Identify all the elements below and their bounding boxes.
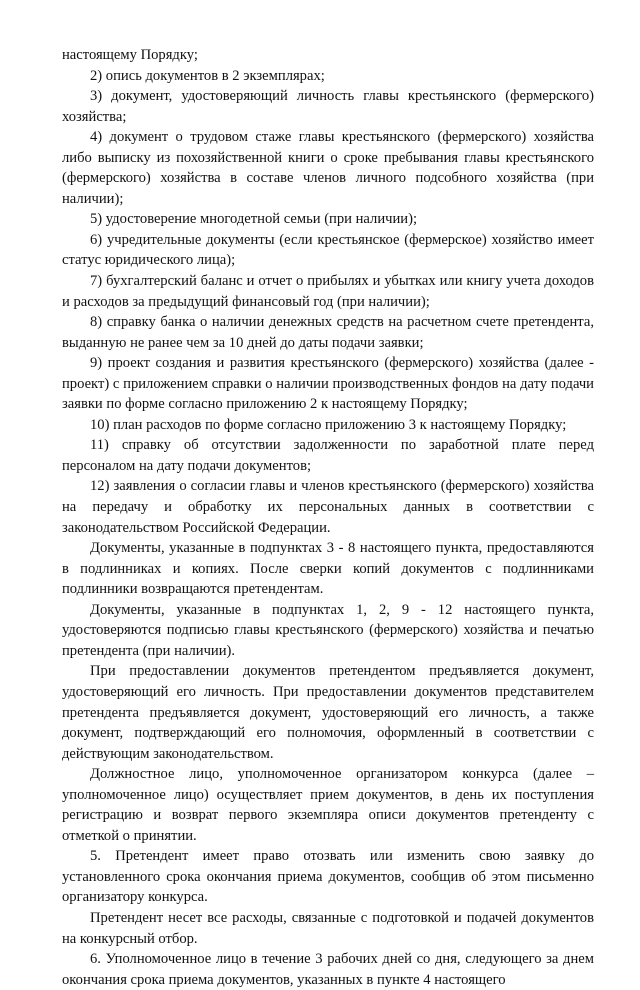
paragraph-identity-documents: При предоставлении документов претендентом предъявляется документ, удостоверяющий его личность. При предоставлении документов представителем претендента предъявляется документ, удостоверяющий его личность, а также документ, подтверждающий его полномочия, оформленный в соответствии с действующим законодательством. xyxy=(62,663,594,762)
paragraph-item-4: 4) документ о трудовом стаже главы крестьянского (фермерского) хозяйства либо выписку из похозяйственной книги о сроке пребывания главы крестьянского (фермерского) хозяйства в составе членов личного подсобного хозяйства (при наличии); xyxy=(62,129,594,207)
paragraph-item-5: 5) удостоверение многодетной семьи (при наличии); xyxy=(90,211,418,228)
paragraph-item-2: 2) опись документов в 2 экземплярах; xyxy=(90,67,325,84)
paragraph-item-6: 6) учредительные документы (если крестьянское (фермерское) хозяйство имеет статус юридического лица); xyxy=(62,231,594,269)
paragraph-item-3: 3) документ, удостоверяющий личность главы крестьянского (фермерского) хозяйства; xyxy=(62,88,594,125)
paragraph-originals-copies: Документы, указанные в подпунктах 3 - 8 настоящего пункта, предоставляются в подлинниках и копиях. После сверки копий документов с подлинниками подлинники возвращаются претендентам. xyxy=(62,540,594,598)
paragraph-clause-5: 5. Претендент имеет право отозвать или изменить свою заявку до установленного срока окончания приема документов, сообщив об этом письменно организатору конкурса. xyxy=(62,848,594,906)
paragraph-authorized-person: Должностное лицо, уполномоченное организатором конкурса (далее – уполномоченное лицо) осуществляет прием документов, в день их поступления регистрацию и возврат первого экземпляра описи документов претенденту с отметкой о принятии. xyxy=(62,766,594,844)
paragraph-clause-6: 6. Уполномоченное лицо в течение 3 рабочих дней со дня, следующего за днем окончания срока приема документов, указанных в пункте 4 настоящего xyxy=(62,951,594,988)
paragraph-expenses: Претендент несет все расходы, связанные с подготовкой и подачей документов на конкурсный отбор. xyxy=(62,909,594,947)
paragraph-item-9: 9) проект создания и развития крестьянского (фермерского) хозяйства (далее - проект) с приложением справки о наличии производственных фондов на дату подачи заявки по форме согласно приложению 2 к настоящему Порядку; xyxy=(62,355,594,413)
paragraph-continuation: настоящему Порядку; xyxy=(62,47,198,63)
paragraph-item-10: 10) план расходов по форме согласно приложению 3 к настоящему Порядку; xyxy=(90,416,567,433)
paragraph-item-8: 8) справку банка о наличии денежных средств на расчетном счете претендента, выданную не ранее чем за 10 дней до даты подачи заявки; xyxy=(62,314,594,351)
paragraph-signature-seal: Документы, указанные в подпунктах 1, 2, 9 - 12 настоящего пункта, удостоверяются подписью главы крестьянского (фермерского) хозяйства и печатью претендента (при наличии). xyxy=(62,601,594,659)
document-body xyxy=(62,45,594,990)
paragraph-item-11: 11) справку об отсутствии задолженности по заработной плате перед персоналом на дату подачи документов; xyxy=(62,437,594,474)
paragraph-item-12: 12) заявления о согласии главы и членов крестьянского (фермерского) хозяйства на передачу и обработку их персональных данных в соответствии с законодательством Российской Федерации. xyxy=(62,478,594,536)
paragraph-item-7: 7) бухгалтерский баланс и отчет о прибылях и убытках или книгу учета доходов и расходов за предыдущий финансовый год (при наличии); xyxy=(62,273,594,310)
